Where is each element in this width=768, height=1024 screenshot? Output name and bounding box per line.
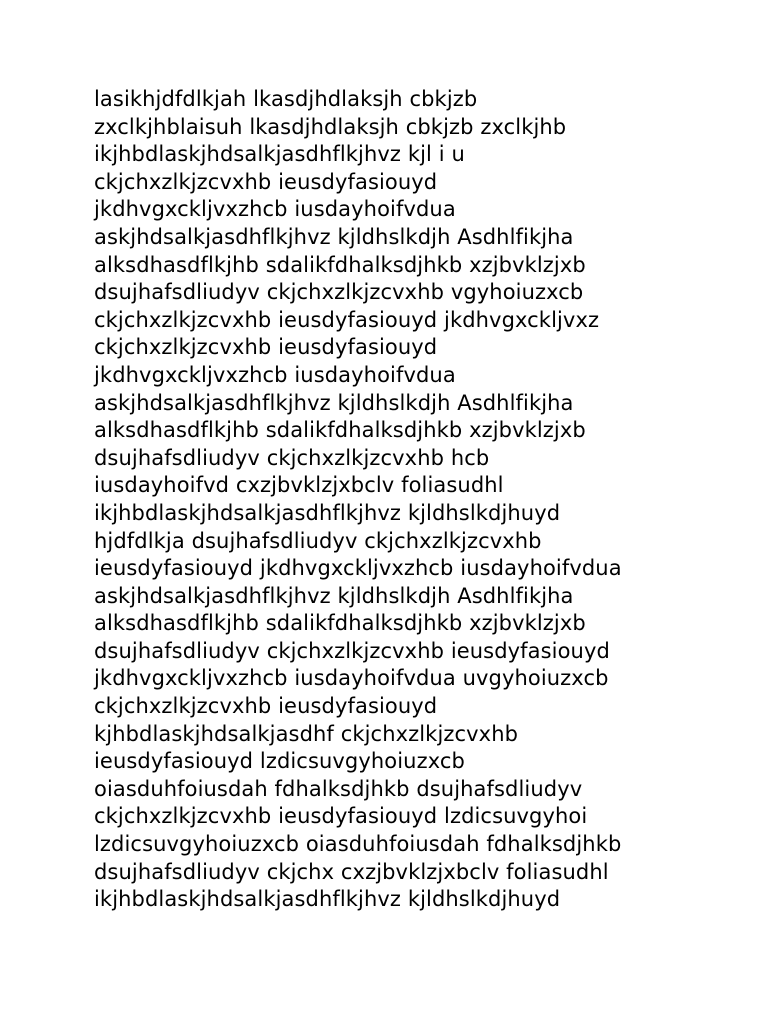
text-line: dsujhafsdliudyv ckjchxzlkjzcvxhb ieusdyfasiouyd: [94, 638, 610, 663]
text-line: lzdicsuvgyhoiuzxcb oiasduhfoiusdah fdhalksdjhkb: [94, 832, 622, 857]
text-line: ckjchxzlkjzcvxhb ieusdyfasiouyd: [94, 335, 438, 360]
text-line: dsujhafsdliudyv ckjchxzlkjzcvxhb vgyhoiuzxcb: [94, 280, 584, 305]
text-line: zxclkjhblaisuh lkasdjhdlaksjh cbkjzb zxclkjhb: [94, 114, 567, 139]
text-line: ckjchxzlkjzcvxhb ieusdyfasiouyd: [94, 169, 438, 194]
text-line: alksdhasdflkjhb sdalikfdhalksdjhkb xzjbvklzjxb: [94, 252, 586, 277]
text-line: ckjchxzlkjzcvxhb ieusdyfasiouyd: [94, 694, 438, 719]
text-line: askjhdsalkjasdhflkjhvz kjldhslkdjh Asdhlfikjha: [94, 583, 574, 608]
text-line: alksdhasdflkjhb sdalikfdhalksdjhkb xzjbvklzjxb: [94, 611, 586, 636]
text-line: oiasduhfoiusdah fdhalksdjhkb dsujhafsdliudyv: [94, 776, 583, 801]
text-line: askjhdsalkjasdhflkjhvz kjldhslkdjh Asdhlfikjha: [94, 224, 574, 249]
text-line: kjhbdlaskjhdsalkjasdhf ckjchxzlkjzcvxhb: [94, 721, 519, 746]
text-line: askjhdsalkjasdhflkjhvz kjldhslkdjh Asdhlfikjha: [94, 390, 574, 415]
text-line: iusdayhoifvd cxzjbvklzjxbclv foliasudhl: [94, 473, 504, 498]
text-line: jkdhvgxckljvxzhcb iusdayhoifvdua: [94, 362, 456, 387]
text-line: ckjchxzlkjzcvxhb ieusdyfasiouyd lzdicsuvgyhoi: [94, 804, 588, 829]
text-line: alksdhasdflkjhb sdalikfdhalksdjhkb xzjbvklzjxb: [94, 418, 586, 443]
text-line: ikjhbdlaskjhdsalkjasdhflkjhvz kjl i u: [94, 142, 465, 167]
text-line: jkdhvgxckljvxzhcb iusdayhoifvdua uvgyhoiuzxcb: [94, 666, 609, 691]
text-line: ikjhbdlaskjhdsalkjasdhflkjhvz kjldhslkdjhuyd: [94, 500, 561, 525]
text-line: ieusdyfasiouyd lzdicsuvgyhoiuzxcb: [94, 749, 465, 774]
text-line: jkdhvgxckljvxzhcb iusdayhoifvdua: [94, 197, 456, 222]
text-line: dsujhafsdliudyv ckjchx cxzjbvklzjxbclv foliasudhl: [94, 859, 609, 884]
text-line: ikjhbdlaskjhdsalkjasdhflkjhvz kjldhslkdjhuyd: [94, 887, 561, 912]
text-line: dsujhafsdliudyv ckjchxzlkjzcvxhb hcb: [94, 445, 490, 470]
text-line: ckjchxzlkjzcvxhb ieusdyfasiouyd jkdhvgxckljvxz: [94, 307, 600, 332]
text-line: ieusdyfasiouyd jkdhvgxckljvxzhcb iusdayhoifvdua: [94, 556, 622, 581]
body-paragraph: [94, 86, 734, 914]
text-line: lasikhjdfdlkjah lkasdjhdlaksjh cbkjzb: [94, 87, 478, 111]
text-line: hjdfdlkja dsujhafsdliudyv ckjchxzlkjzcvxhb: [94, 528, 542, 553]
